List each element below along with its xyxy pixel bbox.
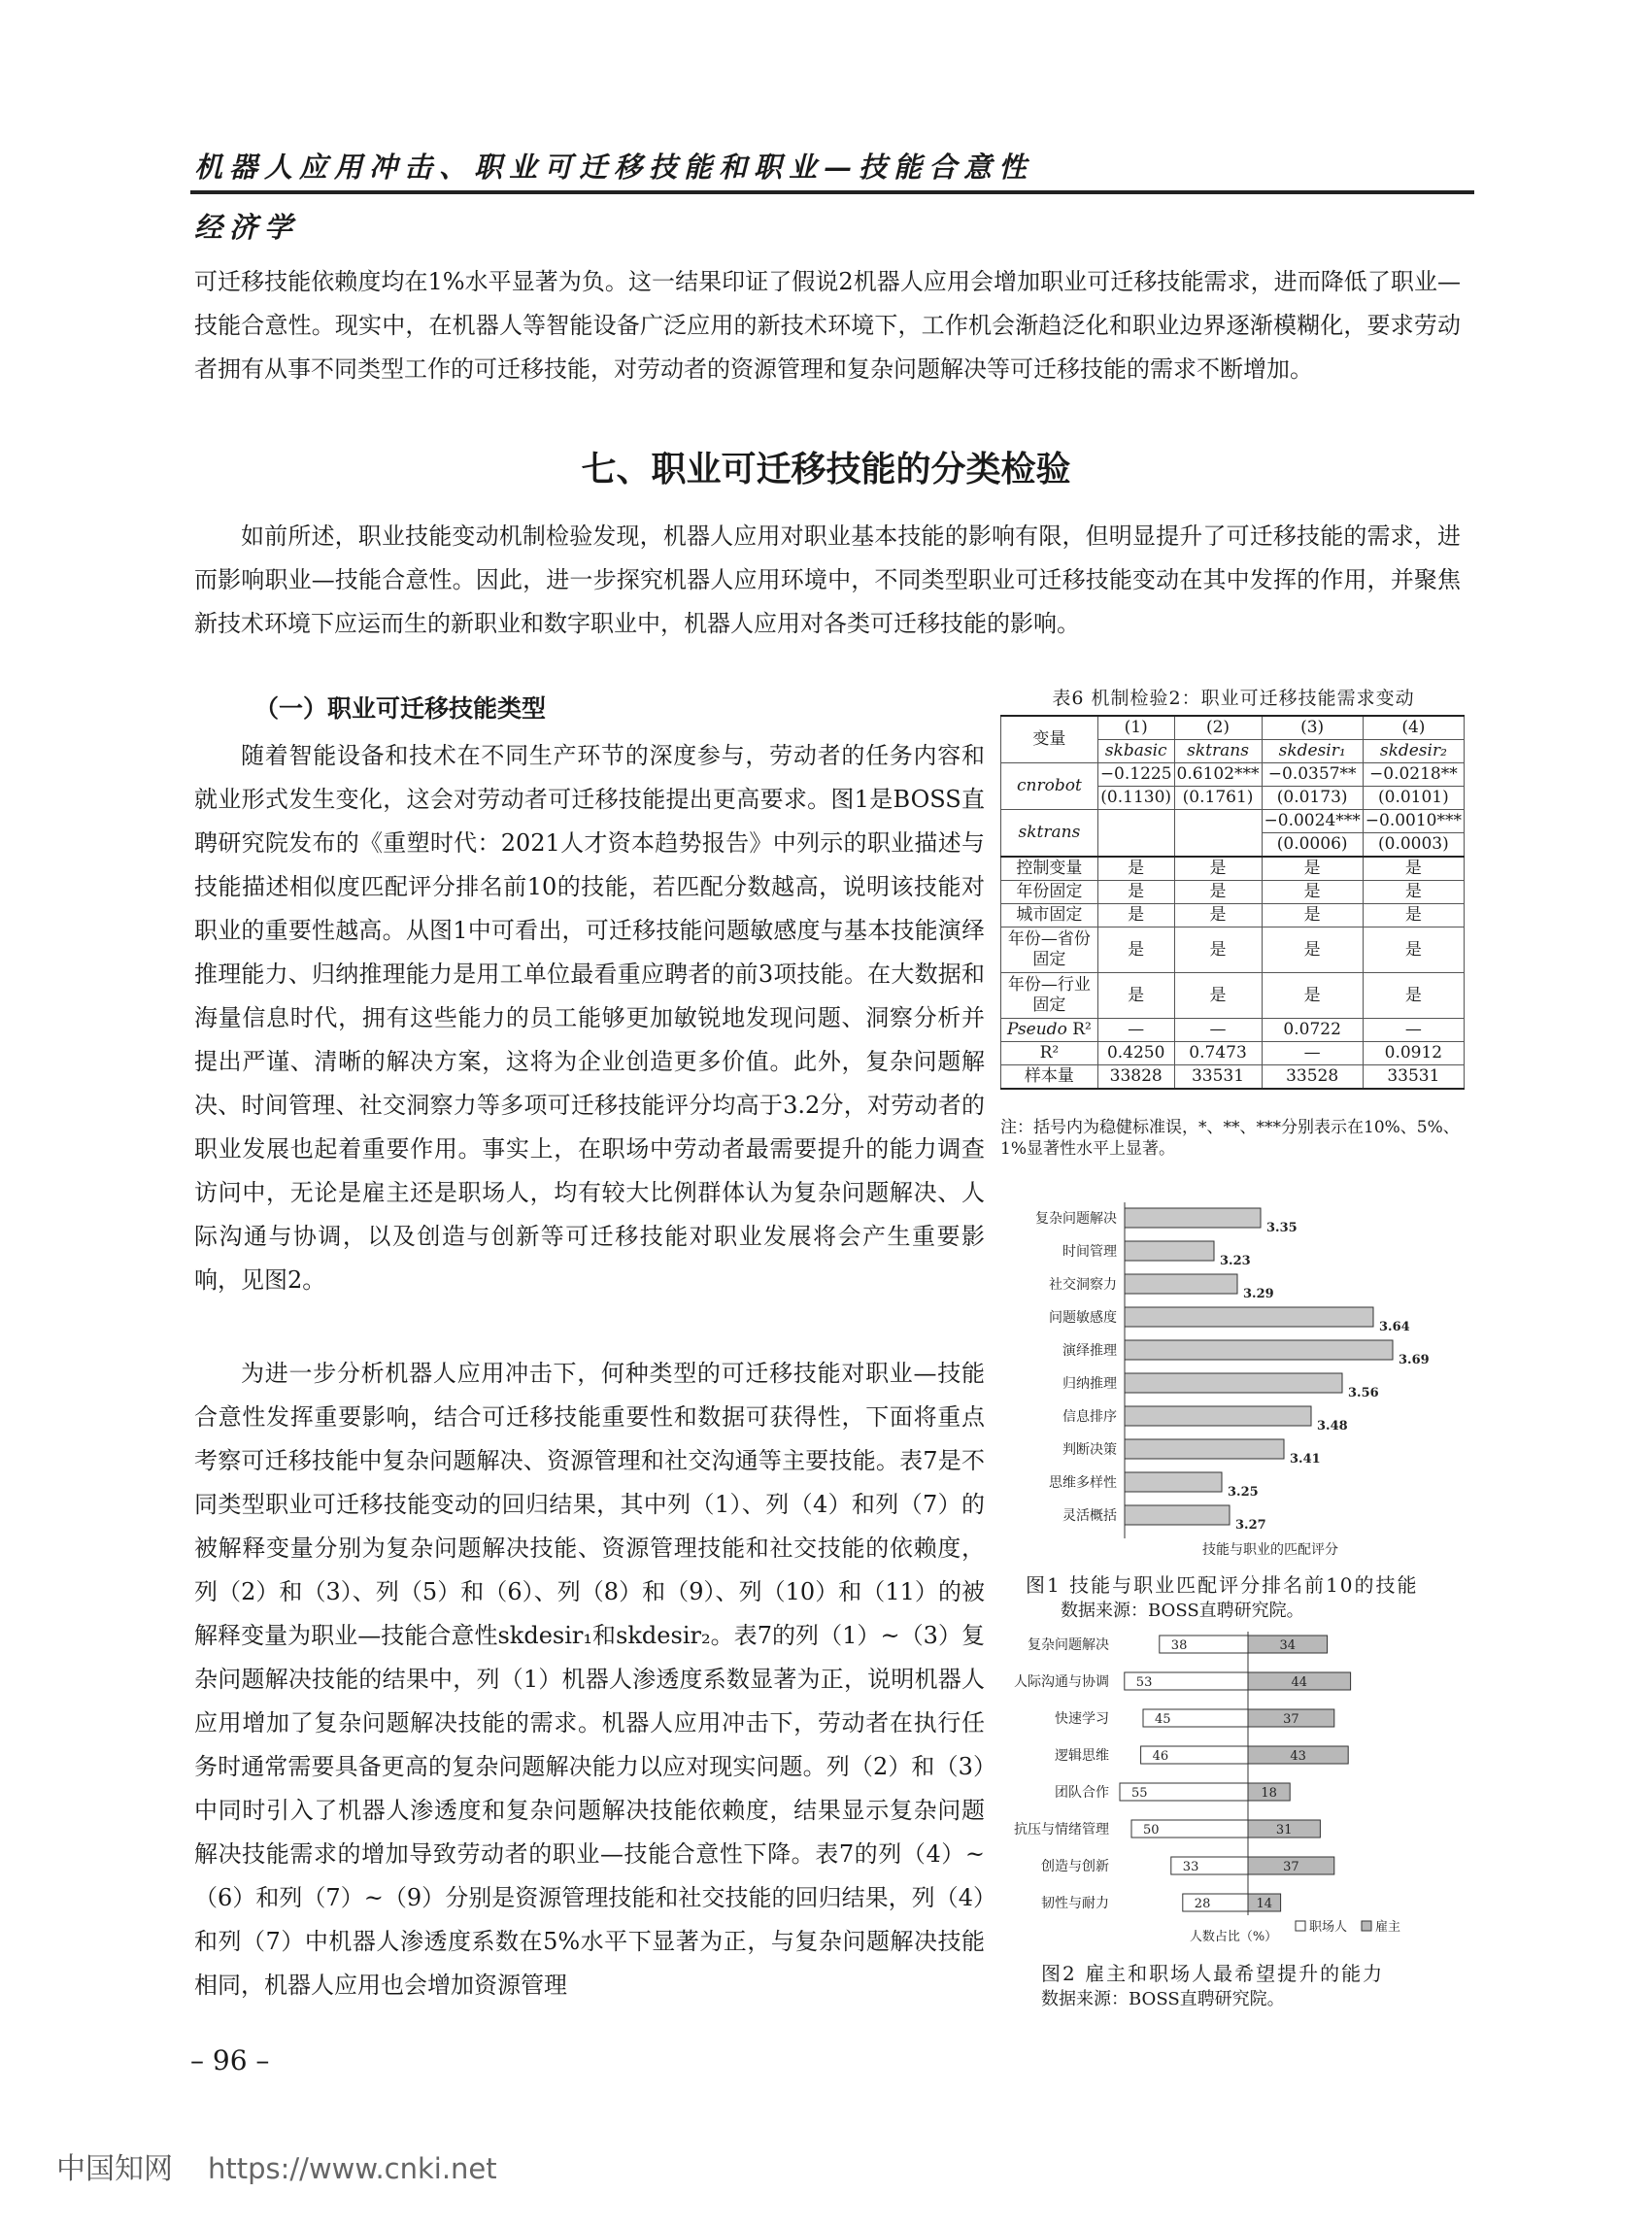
table6-cell: −0.0010*** xyxy=(1363,810,1464,833)
fig2-value-label: 55 xyxy=(1131,1786,1148,1801)
table6-row-label: 年份—行业固定 xyxy=(1001,973,1098,1019)
table6-col-num: (1) xyxy=(1097,716,1174,740)
table6-cell: (0.0173) xyxy=(1262,787,1363,810)
table6-col-num: (4) xyxy=(1363,716,1464,740)
fig2-category-label: 逻辑思维 xyxy=(1055,1748,1109,1764)
fig1-bar xyxy=(1125,1241,1214,1261)
paragraph-intro: 如前所述，职业技能变动机制检验发现，机器人应用对职业基本技能的影响有限，但明显提升了可迁移技能的需求，进而影响职业—技能合意性。因此，进一步探究机器人应用环境中，不同类型职业可迁移技能变动在其中发挥的作用，并聚焦新技术环境下应运而生的新职业和数字职业中，机器人应用对各类可迁移技能的影响。 xyxy=(194,523,1461,637)
table6-cell: 33528 xyxy=(1262,1065,1363,1090)
paragraph-table7: 为进一步分析机器人应用冲击下，何种类型的可迁移技能对职业—技能合意性发挥重要影响，结合可迁移技能重要性和数据可获得性，下面将重点考察可迁移技能中复杂问题解决、资源管理和社交沟通等主要技能。表7是不同类型职业可迁移技能变动的回归结果，其中列（1）、列（4）和列（7）的被解释变量分别为复杂问题解决技能、资源管理技能和社交技能的依赖度，列（2）和（3）、列（5）和（6）、列（8）和（9）、列（10）和（11）的被解释变量为职业—技能合意性skdesir₁和skdesir₂。表7的列（1）~（3）复杂问题解决技能的结果中，列（1）机器人渗透度系数显著为正，说明机器人应用增加了复杂问题解决技能的需求。机器人应用冲击下，劳动者在执行任务时通常需要具备更高的复杂问题解决能力以应对现实问题。列（2）和（3）中同时引入了机器人渗透度和复杂问题解决技能依赖度，结果显示复杂问题解决技能需求的增加导致劳动者的职业—技能合意性下降。表7的列（4）~（6）和列（7）~（9）分别是资源管理技能和社交技能的回归结果，列（4）和列（7）中机器人渗透度系数在5%水平下显著为正，与复杂问题解决技能相同，机器人应用也会增加资源管理 xyxy=(194,1360,985,1999)
table6-cell: — xyxy=(1097,1019,1174,1042)
table6-cell: 是 xyxy=(1262,928,1363,973)
table6-cell: 是 xyxy=(1363,904,1464,928)
table6-header-var: 变量 xyxy=(1001,716,1098,763)
fig2-bar-employee xyxy=(1183,1894,1248,1911)
table6-row-label: R² xyxy=(1001,1042,1098,1065)
table6-cell: (0.0006) xyxy=(1262,833,1363,858)
fig1-category-label: 判断决策 xyxy=(1062,1442,1117,1458)
fig2-value-label: 46 xyxy=(1152,1749,1169,1764)
table6-cell: 是 xyxy=(1363,973,1464,1019)
table6-cell: 是 xyxy=(1174,973,1262,1019)
fig2-value-label: 37 xyxy=(1283,1860,1299,1874)
table6-cell: 33531 xyxy=(1363,1065,1464,1090)
journal-name: 经济学 xyxy=(194,211,300,244)
table6-row-label xyxy=(1001,1019,1098,1042)
table6-cell xyxy=(1097,810,1174,858)
fig1-category-label: 时间管理 xyxy=(1062,1244,1117,1260)
fig1-value-label: 3.25 xyxy=(1228,1485,1259,1500)
table6-cell: 是 xyxy=(1097,904,1174,928)
fig2-legend-label: 职场人 xyxy=(1309,1920,1348,1935)
paragraph-skill-types: 随着智能设备和技术在不同生产环节的深度参与，劳动者的任务内容和就业形式发生变化，这会对劳动者可迁移技能提出更高要求。图1是BOSS直聘研究院发布的《重塑时代：2021人才资本趋势报告》中列示的职业描述与技能描述相似度匹配评分排名前10的技能，若匹配分数越高，说明该技能对职业的重要性越高。从图1中可看出，可迁移技能问题敏感度与基本技能演绎推理能力、归纳推理能力是用工单位最看重应聘者的前3项技能。在大数据和海量信息时代，拥有这些能力的员工能够更加敏锐地发现问题、洞察分析并提出严谨、清晰的解决方案，这将为企业创造更多价值。此外，复杂问题解决、时间管理、社交洞察力等多项可迁移技能评分均高于3.2分，对劳动者的职业发展也起着重要作用。事实上，在职场中劳动者最需要提升的能力调查访问中，无论是雇主还是职场人，均有较大比例群体认为复杂问题解决、人际沟通与协调，以及创造与创新等可迁移技能对职业发展将会产生重要影响，见图2。 xyxy=(194,742,985,1294)
fig1-category-label: 灵活概括 xyxy=(1062,1508,1117,1524)
table6-cell: 是 xyxy=(1262,904,1363,928)
table6-note: 注：括号内为稳健标准误，*、**、***分别表示在10%、5%、1%显著性水平上显著。 xyxy=(1000,1118,1460,1159)
table6-cell: 是 xyxy=(1262,857,1363,881)
fig1-category-label: 归纳推理 xyxy=(1062,1376,1117,1392)
table6-col-name: skdesir₁ xyxy=(1262,740,1363,763)
table6-row-label: 年份—省份固定 xyxy=(1001,928,1098,973)
fig2-legend-label: 雇主 xyxy=(1375,1920,1401,1935)
figure1-caption: 图1 技能与职业匹配评分排名前10的技能 xyxy=(1026,1573,1419,1597)
footer xyxy=(56,2144,497,2187)
fig1-bar xyxy=(1125,1307,1373,1327)
table6-cell: 0.0912 xyxy=(1363,1042,1464,1065)
r2-label: R² xyxy=(1066,1020,1092,1039)
fig2-category-label: 复杂问题解决 xyxy=(1028,1637,1109,1653)
table6-row-label: 样本量 xyxy=(1001,1065,1098,1090)
table6-cell: (0.0101) xyxy=(1363,787,1464,810)
fig2-category-label: 创造与创新 xyxy=(1041,1859,1109,1874)
table6-cell: 是 xyxy=(1262,973,1363,1019)
figure2-caption: 图2 雇主和职场人最希望提升的能力 xyxy=(1041,1962,1385,1985)
figure1-chart xyxy=(1000,1197,1467,1566)
table6-cell: −0.0024*** xyxy=(1262,810,1363,833)
footer-url[interactable]: https://www.cnki.net xyxy=(208,2152,497,2185)
subsection-title: （一）职业可迁移技能类型 xyxy=(254,694,547,723)
fig2-value-label: 50 xyxy=(1143,1823,1160,1838)
table6-cell: 是 xyxy=(1097,857,1174,881)
table6-caption: 表6 机制检验2：职业可迁移技能需求变动 xyxy=(1052,688,1415,709)
table6-cell: 是 xyxy=(1174,857,1262,881)
table6-col-name: skbasic xyxy=(1097,740,1174,763)
fig1-value-label: 3.56 xyxy=(1348,1386,1379,1400)
table6-cell: (0.0003) xyxy=(1363,833,1464,858)
fig1-value-label: 3.69 xyxy=(1399,1353,1430,1367)
table6-col-num: (2) xyxy=(1174,716,1262,740)
figure2-source: 数据来源：BOSS直聘研究院。 xyxy=(1041,1989,1285,2009)
table6-cell: 0.0722 xyxy=(1262,1019,1363,1042)
pseudo-label: Pseudo xyxy=(1006,1020,1067,1039)
fig2-value-label: 43 xyxy=(1290,1749,1306,1764)
fig2-category-label: 人际沟通与协调 xyxy=(1014,1674,1109,1690)
fig2-value-label: 31 xyxy=(1275,1823,1293,1838)
table6-cell: 是 xyxy=(1174,881,1262,904)
footer-brand: 中国知网 xyxy=(56,2152,173,2186)
fig1-category-label: 问题敏感度 xyxy=(1049,1310,1117,1326)
table6-cell: 是 xyxy=(1174,904,1262,928)
table6-row-label: 控制变量 xyxy=(1001,857,1098,881)
fig2-value-label: 53 xyxy=(1135,1675,1153,1690)
fig1-value-label: 3.23 xyxy=(1220,1254,1251,1268)
table6-row-label: cnrobot xyxy=(1001,763,1098,810)
table6-cell: 是 xyxy=(1097,928,1174,973)
fig1-bar xyxy=(1125,1439,1284,1459)
table6-cell: — xyxy=(1262,1042,1363,1065)
fig2-category-label: 韧性与耐力 xyxy=(1041,1896,1109,1911)
fig1-bar xyxy=(1125,1208,1261,1228)
figure1-source: 数据来源：BOSS直聘研究院。 xyxy=(1061,1601,1304,1621)
paragraph-continuation: 可迁移技能依赖度均在1%水平显著为负。这一结果印证了假说2机器人应用会增加职业可迁移技能需求，进而降低了职业—技能合意性。现实中，在机器人等智能设备广泛应用的新技术环境下，工作机会渐趋泛化和职业边界逐渐模糊化，要求劳动者拥有从事不同类型工作的可迁移技能，对劳动者的资源管理和复杂问题解决等可迁移技能的需求不断增加。 xyxy=(194,268,1461,383)
table6-row-label: sktrans xyxy=(1001,810,1098,858)
table6-cell: 是 xyxy=(1174,928,1262,973)
fig1-value-label: 3.41 xyxy=(1290,1452,1321,1467)
fig1-category-label: 思维多样性 xyxy=(1049,1475,1117,1491)
table6-cell: 是 xyxy=(1363,881,1464,904)
fig2-category-label: 抗压与情绪管理 xyxy=(1014,1822,1109,1838)
fig2-value-label: 45 xyxy=(1155,1712,1171,1727)
table6-col-name: skdesir₂ xyxy=(1363,740,1464,763)
table6-cell: 0.6102*** xyxy=(1174,763,1262,787)
table6-cell: 0.7473 xyxy=(1174,1042,1262,1065)
table6-cell: −0.0218** xyxy=(1363,763,1464,787)
fig1-category-label: 社交洞察力 xyxy=(1049,1277,1117,1293)
table6-cell: 33828 xyxy=(1097,1065,1174,1090)
fig1-x-axis-label: 技能与职业的匹配评分 xyxy=(1202,1542,1338,1558)
fig1-category-label: 演绎推理 xyxy=(1062,1343,1117,1359)
table6-cell: (0.1130) xyxy=(1097,787,1174,810)
fig2-value-label: 34 xyxy=(1279,1638,1297,1653)
fig1-value-label: 3.29 xyxy=(1243,1287,1274,1301)
fig2-x-axis-label: 人数占比（%） xyxy=(1189,1930,1278,1944)
fig2-legend-swatch xyxy=(1296,1921,1305,1931)
header-rule xyxy=(190,190,1474,194)
fig1-bar xyxy=(1125,1340,1393,1360)
table6-cell: — xyxy=(1174,1019,1262,1042)
fig1-bar xyxy=(1125,1406,1311,1426)
fig2-value-label: 44 xyxy=(1291,1675,1308,1690)
table6-col-num: (3) xyxy=(1262,716,1363,740)
fig2-value-label: 28 xyxy=(1194,1897,1211,1911)
fig1-bar xyxy=(1125,1274,1237,1294)
table6 xyxy=(1000,715,1465,1090)
fig2-value-label: 14 xyxy=(1256,1897,1273,1911)
running-header-title: 机器人应用冲击、职业可迁移技能和职业—技能合意性 xyxy=(194,151,1034,184)
fig2-category-label: 快速学习 xyxy=(1055,1711,1109,1727)
fig1-category-label: 信息排序 xyxy=(1062,1409,1117,1425)
fig1-value-label: 3.35 xyxy=(1266,1221,1298,1235)
fig1-bar xyxy=(1125,1505,1230,1525)
page-number: – 96 – xyxy=(190,2044,270,2076)
figure2-chart xyxy=(1000,1626,1467,1956)
table6-cell: 0.4250 xyxy=(1097,1042,1174,1065)
fig1-value-label: 3.27 xyxy=(1235,1518,1266,1533)
table6-cell: 33531 xyxy=(1174,1065,1262,1090)
table6-cell xyxy=(1174,810,1262,858)
fig1-value-label: 3.64 xyxy=(1379,1320,1410,1334)
table6-cell: 是 xyxy=(1097,881,1174,904)
table6-cell: 是 xyxy=(1363,857,1464,881)
section-title: 七、职业可迁移技能的分类检验 xyxy=(581,450,1071,489)
table6-row-label: 年份固定 xyxy=(1001,881,1098,904)
table6-col-name: sktrans xyxy=(1174,740,1262,763)
fig2-value-label: 37 xyxy=(1283,1712,1299,1727)
table6-cell: −0.0357** xyxy=(1262,763,1363,787)
table6-cell: −0.1225 xyxy=(1097,763,1174,787)
table6-cell: 是 xyxy=(1262,881,1363,904)
table6-cell: 是 xyxy=(1097,973,1174,1019)
fig1-bar xyxy=(1125,1472,1222,1492)
table6-cell: 是 xyxy=(1363,928,1464,973)
fig2-value-label: 18 xyxy=(1261,1786,1277,1801)
table6-row-label: 城市固定 xyxy=(1001,904,1098,928)
fig2-value-label: 33 xyxy=(1182,1860,1199,1874)
fig1-value-label: 3.48 xyxy=(1317,1419,1348,1433)
table6-cell: (0.1761) xyxy=(1174,787,1262,810)
fig2-value-label: 38 xyxy=(1170,1638,1188,1653)
fig2-category-label: 团队合作 xyxy=(1055,1785,1109,1801)
fig2-legend-swatch xyxy=(1362,1921,1371,1931)
fig1-bar xyxy=(1125,1373,1342,1393)
fig1-category-label: 复杂问题解决 xyxy=(1035,1211,1117,1227)
table6-cell: — xyxy=(1363,1019,1464,1042)
